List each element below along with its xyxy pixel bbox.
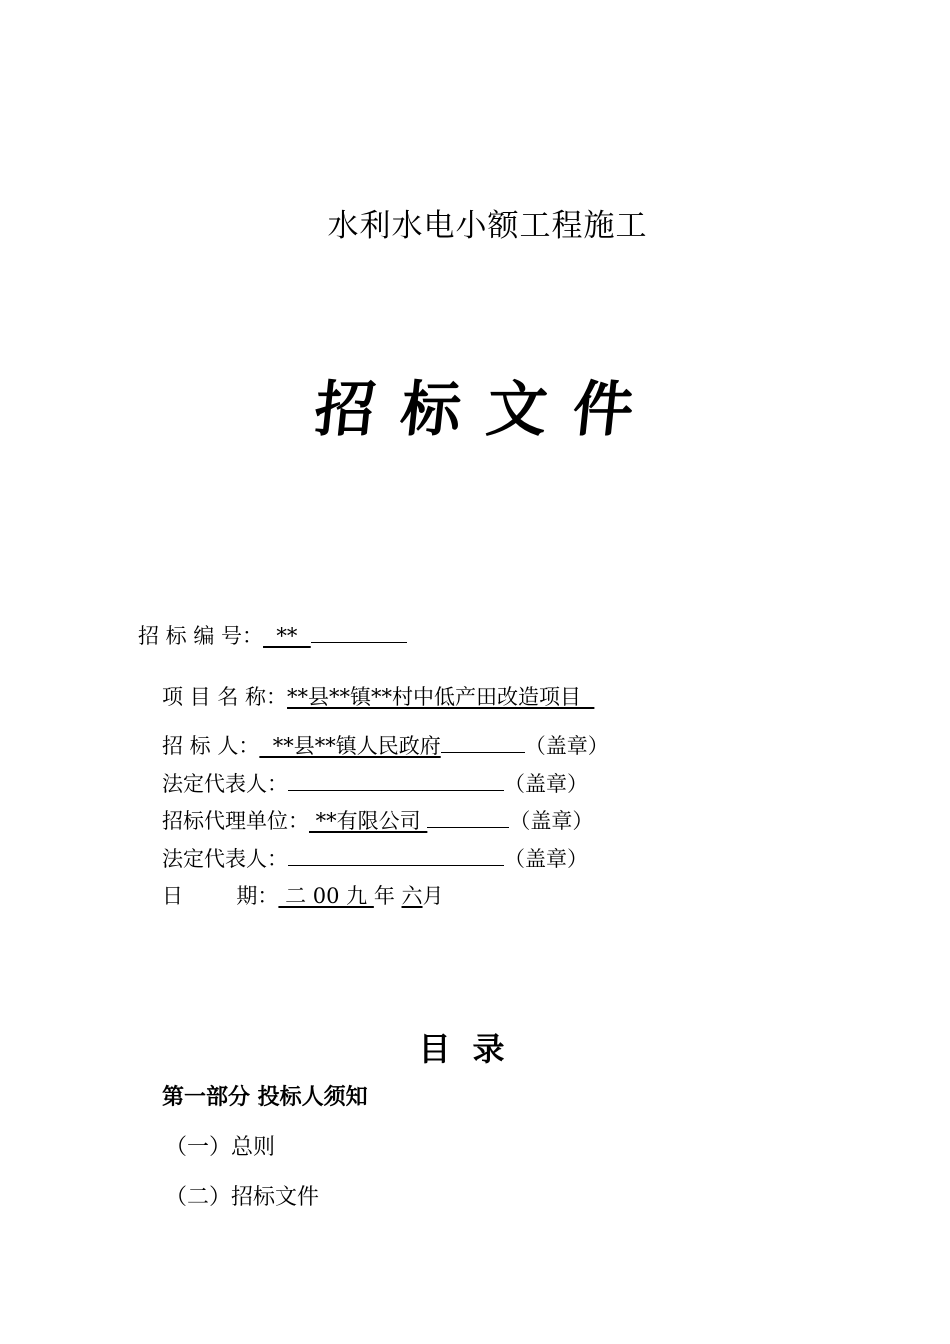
bid-number-label: 招 标 编 号： [138, 624, 264, 648]
tenderer-row [162, 732, 609, 760]
date-month-suffix: 月 [422, 884, 444, 908]
date-month: 六 [401, 884, 423, 908]
toc-part-heading: 第一部分 投标人须知 [162, 1085, 368, 1110]
legal-rep-row-1 [162, 770, 588, 798]
project-name-label: 项 目 名 称： [162, 685, 288, 709]
agency-row [162, 807, 593, 835]
date-year: 二 00 九 [278, 884, 374, 908]
document-title: 招标文件 [311, 375, 663, 445]
agency-label: 招标代理单位： [162, 809, 309, 833]
document-subtitle: 水利水电小额工程施工 [327, 208, 648, 244]
tenderer-blank-line [441, 732, 525, 753]
project-name-value: **县**镇**村中低产田改造项目 [287, 685, 595, 709]
project-name-row [162, 683, 594, 711]
tenderer-value: **县**镇人民政府 [259, 734, 441, 758]
bid-number-blank-line [311, 622, 407, 643]
toc-title: 目录 [418, 1030, 527, 1068]
legal-rep-label-2: 法定代表人： [162, 847, 288, 871]
tenderer-seal: （盖章） [524, 734, 609, 758]
date-label: 日 期： [162, 884, 279, 908]
legal-rep-seal-2: （盖章） [504, 847, 588, 871]
legal-rep-seal-1: （盖章） [504, 772, 588, 796]
date-year-suffix: 年 [373, 884, 402, 908]
tenderer-label: 招 标 人： [162, 734, 260, 758]
bid-number-row [138, 622, 407, 650]
agency-seal: （盖章） [509, 809, 594, 833]
legal-rep-row-2 [162, 845, 588, 873]
date-row [162, 882, 444, 910]
toc-item: （二）招标文件 [165, 1185, 320, 1210]
agency-value: **有限公司 [309, 809, 428, 833]
toc-item: （一）总则 [165, 1135, 276, 1160]
legal-rep-blank-line-1 [288, 770, 504, 791]
agency-blank-line [427, 807, 509, 828]
bid-number-value: ** [263, 624, 311, 648]
legal-rep-label-1: 法定代表人： [162, 772, 288, 796]
legal-rep-blank-line-2 [288, 845, 504, 866]
